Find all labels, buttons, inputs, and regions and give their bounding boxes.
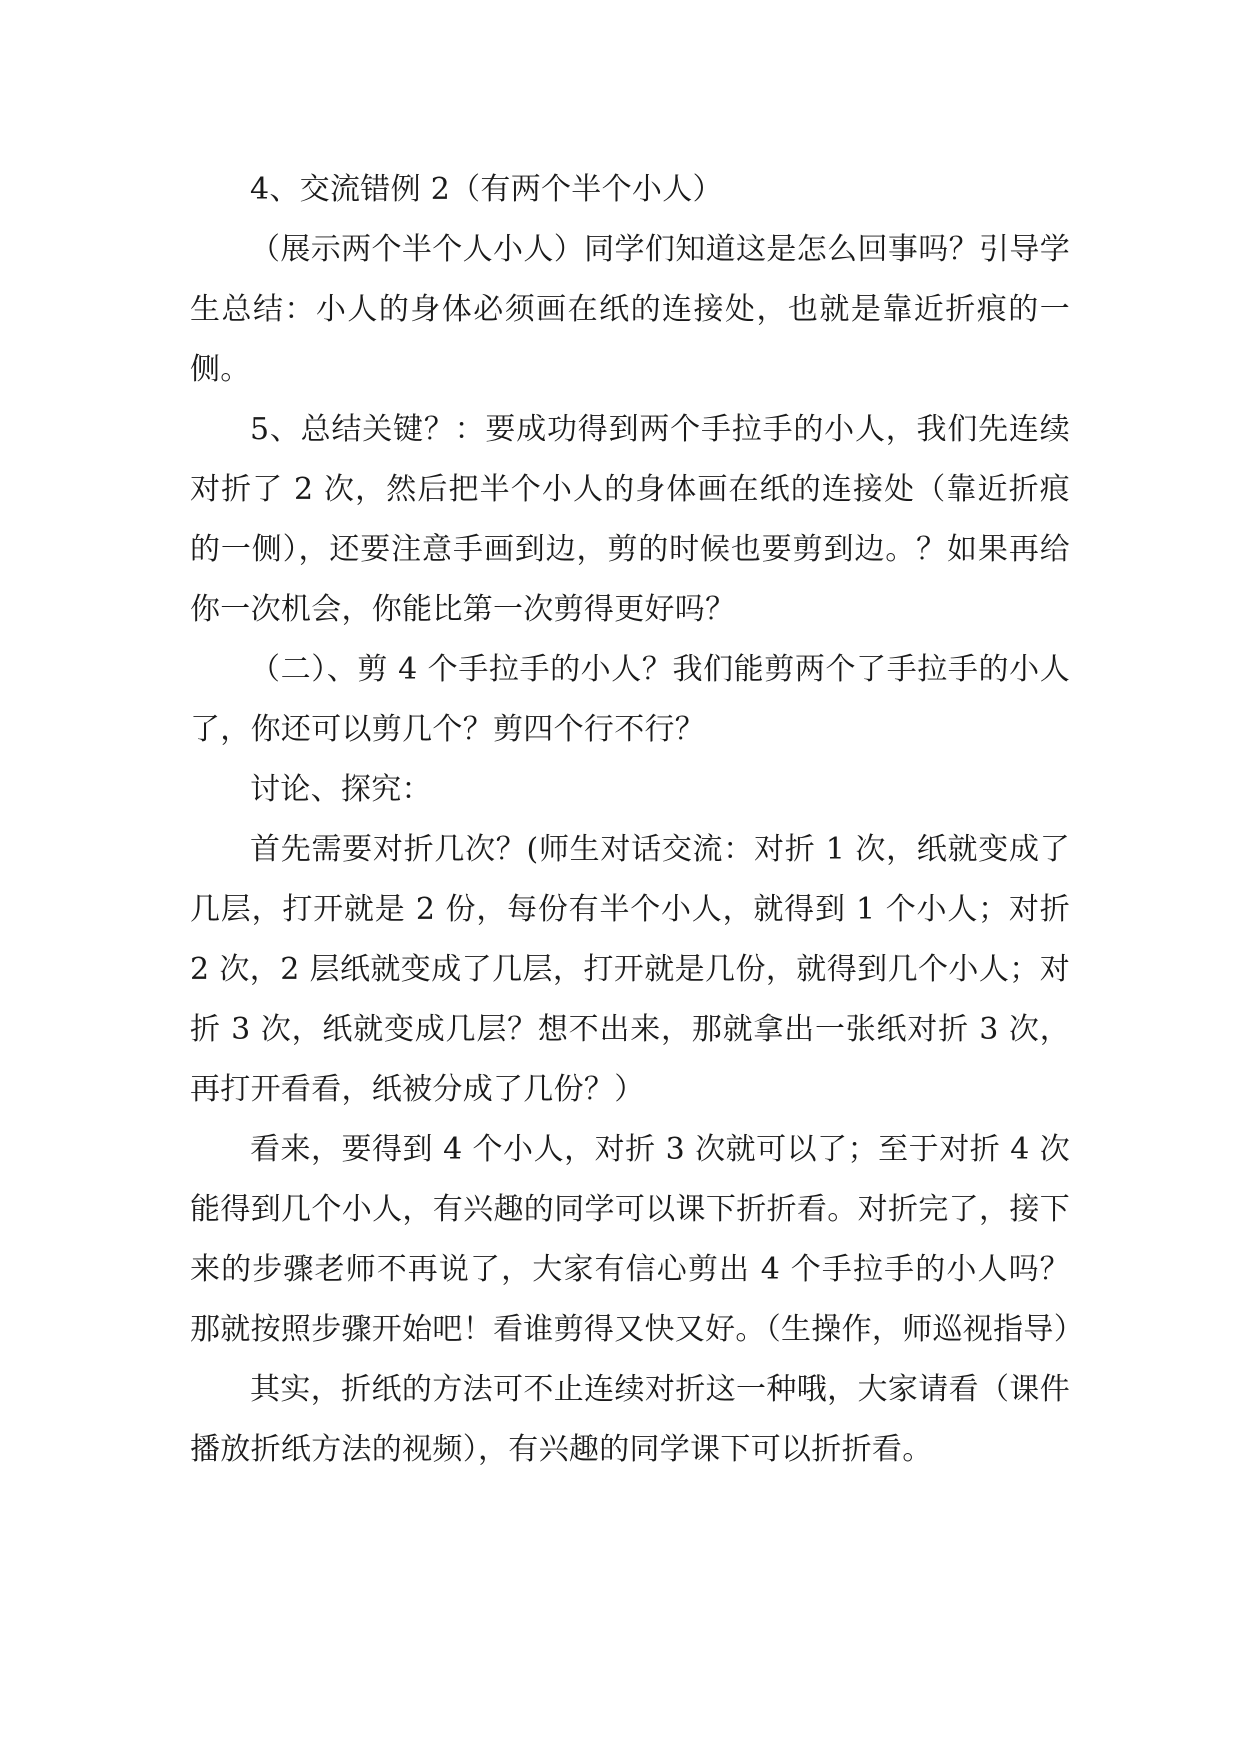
paragraph-conclusion-three-folds: 看来，要得到 4 个小人，对折 3 次就可以了；至于对折 4 次能得到几个小人，有兴趣的同学可以课下折折看。对折完了，接下来的步骤老师不再说了，大家有信心剪出 4 个手拉手的小人吗？那就按照步骤开始吧！看谁剪得又快又好。（生操作，师巡视指导） bbox=[190, 1132, 1084, 1347]
document-body bbox=[190, 160, 1084, 1480]
paragraph-cut-four-people: （二）、剪 4 个手拉手的小人？我们能剪两个了手拉手的小人了，你还可以剪几个？剪四个行不行？ bbox=[190, 652, 1070, 747]
paragraph-fold-count: 首先需要对折几次？(师生对话交流：对折 1 次，纸就变成了几层，打开就是 2 份，每份有半个小人，就得到 1 个小人；对折 2 次，2 层纸就变成了几层，打开就是几份，就得到几个小人；对折 3 次，纸就变成几层？想不出来，那就拿出一张纸对折 3 次，再打开看看，纸被分成了几份？） bbox=[190, 832, 1070, 1107]
paragraph-other-methods: 其实，折纸的方法可不止连续对折这一种哦，大家请看（课件播放折纸方法的视频），有兴趣的同学课下可以折折看。 bbox=[190, 1372, 1070, 1467]
paragraph-error-example-2: 4、交流错例 2（有两个半个小人） bbox=[250, 172, 723, 207]
paragraph-show-half-people: （展示两个半个人小人）同学们知道这是怎么回事吗？引导学生总结：小人的身体必须画在纸的连接处，也就是靠近折痕的一侧。 bbox=[190, 232, 1070, 387]
paragraph-discussion: 讨论、探究： bbox=[250, 772, 432, 807]
paragraph-summary-key: 5、总结关键？：要成功得到两个手拉手的小人，我们先连续对折了 2 次，然后把半个小人的身体画在纸的连接处（靠近折痕的一侧），还要注意手画到边，剪的时候也要剪到边。？如果再给你一次机会，你能比第一次剪得更好吗？ bbox=[190, 412, 1070, 627]
